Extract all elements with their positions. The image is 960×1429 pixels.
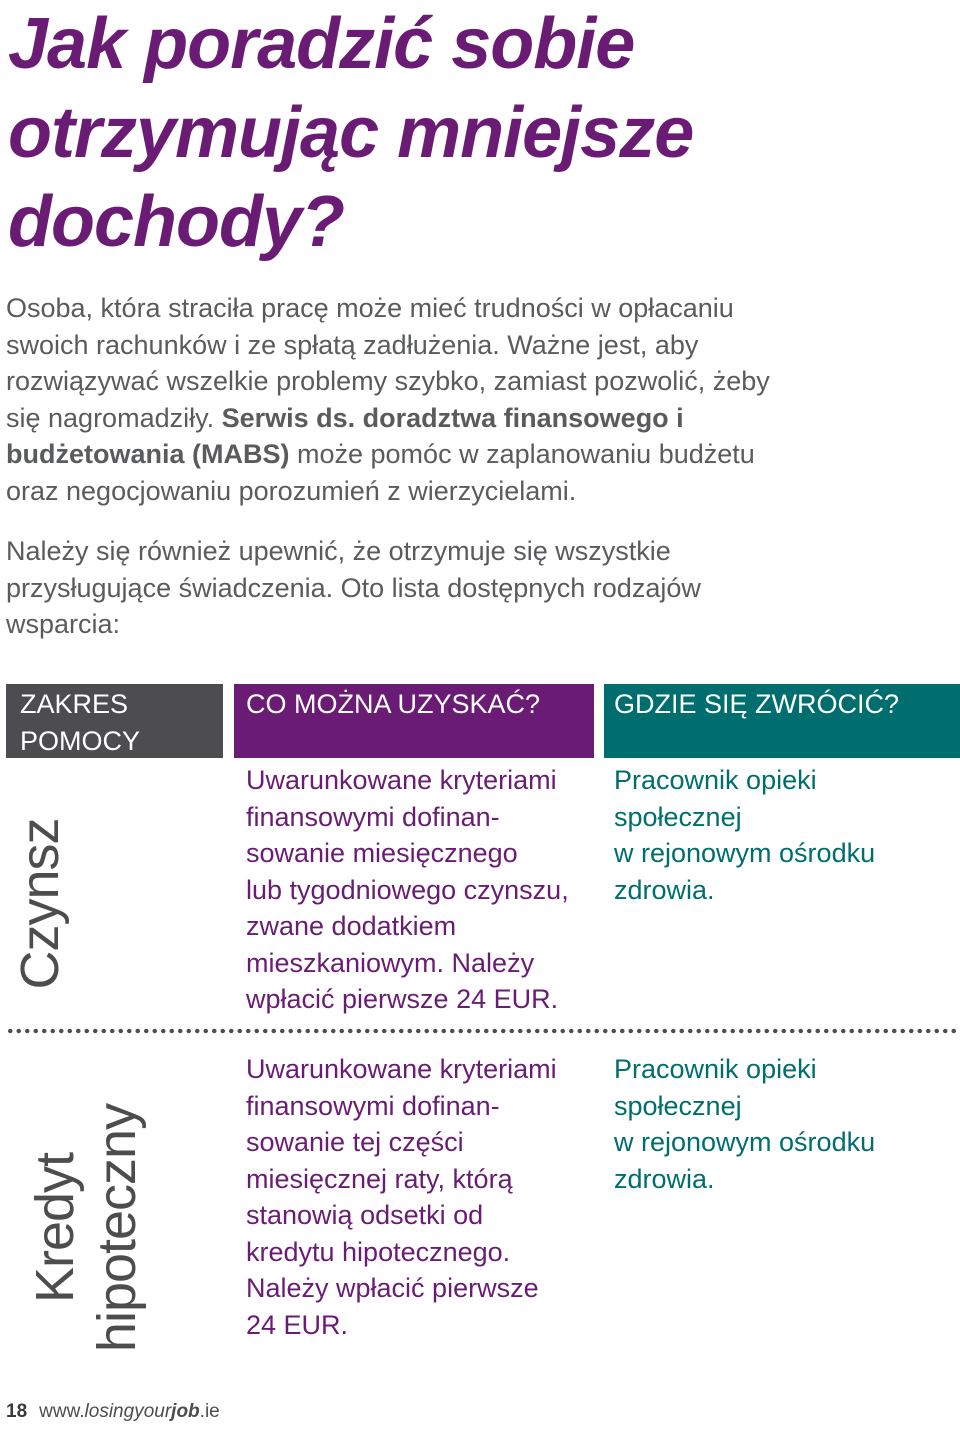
- dotted-divider: [6, 1027, 956, 1035]
- url-prefix: www.: [39, 1401, 85, 1422]
- intro-text: Osoba, która straciła pracę może mieć trudności w opłacaniu swoich rachunków i ze spłatą zadłużenia. Ważne jest, aby rozwiązywać wszelkie problemy szybko, zamiast pozwolić, żeby się nagromadziły.: [6, 293, 770, 433]
- cell-line: lub tygodniowego czynszu,: [246, 874, 569, 905]
- cell-line: w rejonowym ośrodku: [614, 1127, 876, 1157]
- cell-line: zwane dodatkiem: [246, 911, 457, 941]
- cell-line: stanowią odsetki od: [246, 1200, 484, 1230]
- row-label-mortgage: [24, 1104, 148, 1352]
- page-title: [8, 0, 948, 267]
- page-footer: [6, 1398, 220, 1426]
- cell-line: Pracownik opieki: [614, 765, 817, 795]
- url-part: job: [171, 1401, 200, 1422]
- row-label-line: Kredyt: [25, 1152, 85, 1304]
- title-line: Jak poradzić sobie: [8, 4, 635, 84]
- url-part: losing: [84, 1401, 135, 1422]
- mortgage-where-cell: [614, 1051, 944, 1197]
- row-label-rent: Czynsz: [10, 818, 70, 990]
- cell-line: wpłacić pierwsze 24 EUR.: [246, 984, 559, 1014]
- title-line: otrzymując mniejsze: [8, 93, 694, 173]
- cell-line: miesięcznej raty, którą: [246, 1163, 513, 1194]
- header-where: GDZIE SIĘ ZWRÓCIĆ?: [604, 684, 960, 758]
- mortgage-what-cell: [246, 1051, 596, 1343]
- cell-line: kredytu hipotecznego.: [246, 1236, 511, 1267]
- row-label-line: hipoteczny: [87, 1103, 147, 1353]
- cell-line: sowanie tej części: [246, 1127, 464, 1157]
- cell-line: sowanie miesięcznego: [246, 838, 518, 868]
- title-line: dochody?: [8, 182, 344, 262]
- cell-line: Uwarunkowane kryteriami: [246, 765, 557, 795]
- rent-where-cell: [614, 762, 944, 908]
- cell-line: mieszkaniowym. Należy: [246, 947, 535, 978]
- url-suffix: .ie: [199, 1401, 220, 1422]
- header-what: CO MOŻNA UZYSKAĆ?: [234, 684, 594, 758]
- cell-line: społecznej: [614, 1090, 742, 1121]
- intro-text-end: może pomóc w zaplanowaniu budżetu oraz negocjowaniu porozumień z wierzycielami.: [6, 439, 755, 506]
- intro-paragraph: [6, 290, 796, 509]
- cell-line: zdrowia.: [614, 874, 715, 905]
- benefits-paragraph: Należy się również upewnić, że otrzymuje się wszystkie przysługujące świadczenia. Oto lista dostępnych rodzajów wsparcia:: [6, 536, 701, 639]
- cell-line: w rejonowym ośrodku: [614, 838, 876, 868]
- cell-line: Należy wpłacić pierwsze: [246, 1273, 539, 1303]
- cell-line: Pracownik opieki: [614, 1054, 817, 1084]
- rent-what-cell: [246, 762, 596, 1018]
- url-part: your: [134, 1401, 172, 1422]
- footer-website-link[interactable]: [39, 1401, 220, 1422]
- cell-line: Uwarunkowane kryteriami: [246, 1054, 557, 1084]
- cell-line: finansowymi dofinan-: [246, 1090, 500, 1121]
- cell-line: zdrowia.: [614, 1163, 715, 1194]
- page-number: 18: [6, 1401, 28, 1422]
- header-scope: [6, 684, 223, 758]
- cell-line: 24 EUR.: [246, 1309, 349, 1340]
- header-scope-line: ZAKRES: [20, 689, 129, 719]
- mabs-highlight: Serwis ds. doradztwa finansowego i budżetowania (MABS): [6, 402, 684, 469]
- header-scope-line: POMOCY: [20, 726, 141, 756]
- cell-line: społecznej: [614, 801, 742, 832]
- cell-line: finansowymi dofinan-: [246, 801, 500, 832]
